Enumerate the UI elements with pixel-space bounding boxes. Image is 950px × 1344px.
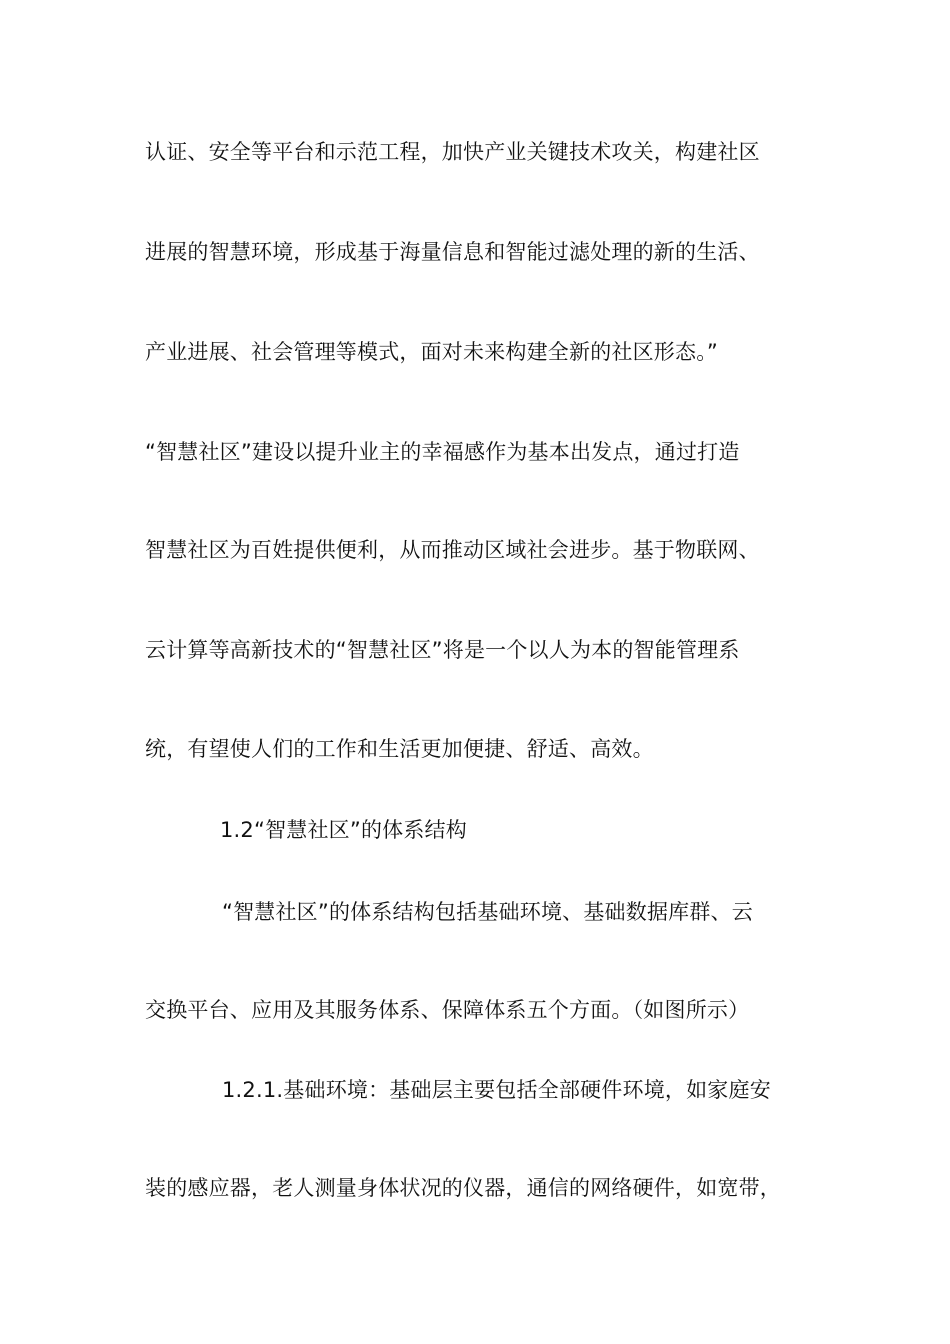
body-text-line: “智慧社区”建设以提升业主的幸福感作为基本出发点，通过打造 bbox=[145, 440, 740, 464]
body-text-line: 交换平台、应用及其服务体系、保障体系五个方面。（如图所示） bbox=[145, 998, 750, 1022]
body-text-line: 进展的智慧环境，形成基于海量信息和智能过滤处理的新的生活、 bbox=[145, 240, 760, 264]
subsection-text-line: 1.2.1.基础环境：基础层主要包括全部硬件环境，如家庭安 bbox=[222, 1078, 771, 1102]
body-text-line: 产业进展、社会管理等模式，面对未来构建全新的社区形态。” bbox=[145, 340, 718, 364]
body-text-line: 认证、安全等平台和示范工程，加快产业关键技术攻关，构建社区 bbox=[145, 140, 760, 164]
body-text-line: 统，有望使人们的工作和生活更加便捷、舒适、高效。 bbox=[145, 737, 654, 761]
body-text-line: “智慧社区”的体系结构包括基础环境、基础数据库群、云 bbox=[222, 900, 753, 924]
body-text-line: 云计算等高新技术的“智慧社区”将是一个以人为本的智能管理系 bbox=[145, 638, 740, 662]
body-text-line: 装的感应器，老人测量身体状况的仪器，通信的网络硬件，如宽带， bbox=[145, 1176, 781, 1200]
section-heading: 1.2“智慧社区”的体系结构 bbox=[220, 818, 467, 842]
body-text-line: 智慧社区为百姓提供便利，从而推动区域社会进步。基于物联网、 bbox=[145, 538, 760, 562]
